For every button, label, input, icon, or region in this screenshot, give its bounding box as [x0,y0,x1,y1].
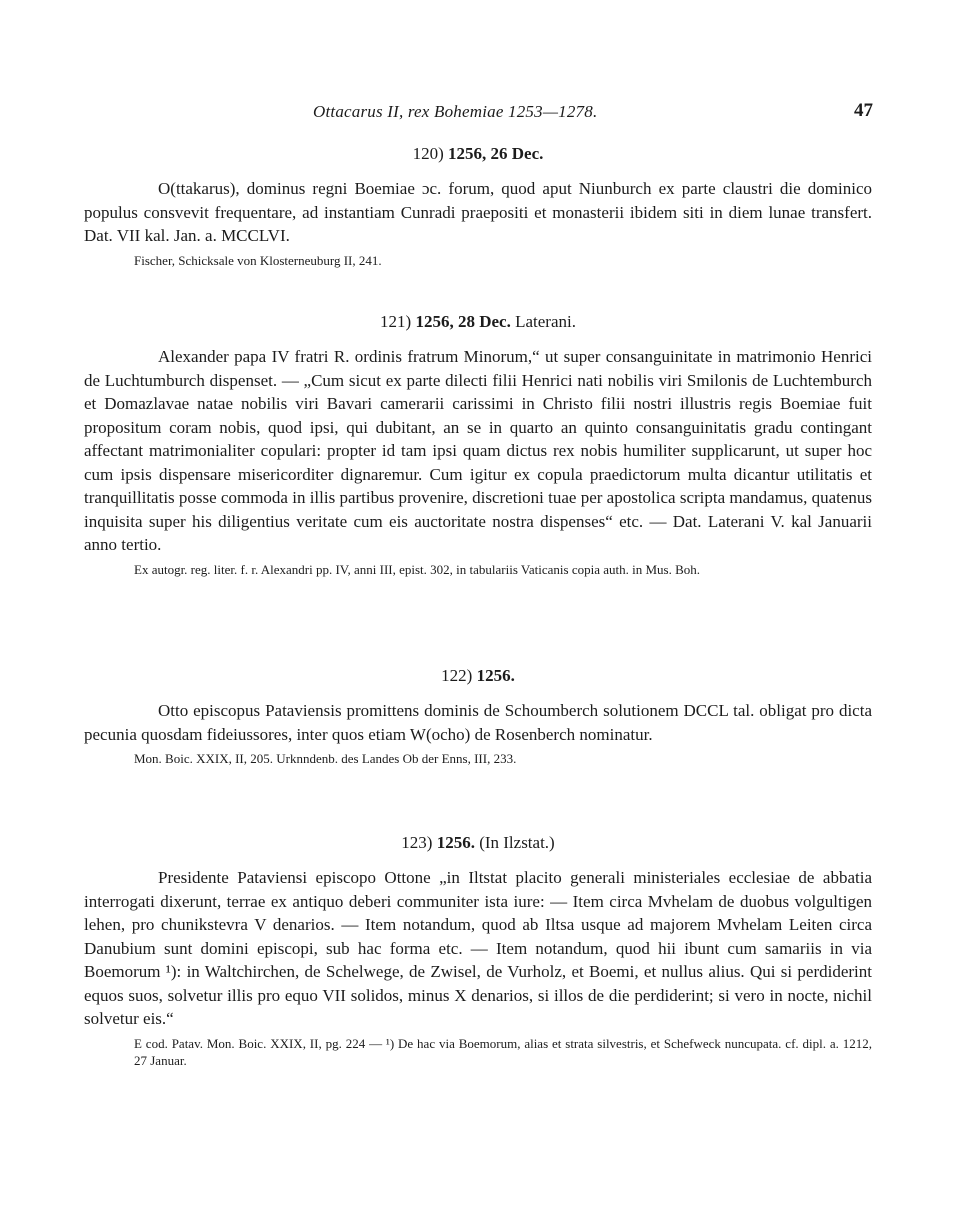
entry-120 [84,143,872,269]
entry-heading [84,311,872,333]
entry-text: O(ttakarus), dominus regni Boemiae ɔc. forum, quod aput Niunburch ex parte claustri die dominico populus consvevit frequentare, ad instantiam Cunradi praepositi et monasterii ibidem siti in diem lunae transfert. Dat. VII kal. Jan. a. MCCLVI. [84,179,872,245]
entry-number: 123) [401,833,433,852]
entry-date: 1256. [476,666,515,685]
entry-number: 120) [412,144,444,163]
page-number: 47 [854,100,873,121]
entry-date: 1256, 28 Dec. [415,312,511,331]
entry-number: 122) [441,666,473,685]
entry-heading [84,832,872,854]
entry-place: (In Ilzstat.) [479,833,555,852]
entry-122 [84,665,872,767]
entry-number: 121) [380,312,412,331]
entry-date: 1256. [436,833,475,852]
entry-text: Otto episcopus Pataviensis promittens dominis de Schoumberch solutionem DCCL tal. obligat pro dicta pecunia quosdam fideiussores, inter quos etiam W(ocho) de Rosenberch nominatur. [84,701,872,744]
entry-text: Presidente Pataviensi episcopo Ottone „in Iltstat placito generali ministeriales ecclesiae de abbatia interrogati dixerunt, terrae ex antiquo deberi communiter ista iure: — Item circa Mvhelam de duobus volgultigen lehen, pro chunikstevra V denarios. — Item notandum, quod ab Iltsa usque ad majorem Mvhelam Leiten circa Danubium sunt domini episcopi, sub hac forma etc. — Item notandum, quod hii ibunt cum samariis in via Boemorum ¹): in Waltchirchen, de Schelwege, de Zwisel, de Vurholz, et Boemi, et nullus alius. Qui si perdiderint equos suos, solvetur illis pro equo VII solidos, minus X denarios, si illos de die perdiderint; si vero in nocte, nichil solvetur eis.“ [84,868,872,1028]
entry-source: E cod. Patav. Mon. Boic. XXIX, II, pg. 224 — ¹) De hac via Boemorum, alias et strata silvestris, et Schefweck nuncupata. cf. dipl. a. 1212, 27 Januar. [134,1035,872,1068]
entry-121 [84,311,872,578]
running-head [0,100,960,126]
entry-place: Laterani. [515,312,576,331]
entry-123 [84,832,872,1069]
running-title: Ottacarus II, rex Bohemiae 1253—1278. [313,102,598,121]
entry-source: Fischer, Schicksale von Klosterneuburg II, 241. [134,252,382,268]
entry-source: Ex autogr. reg. liter. f. r. Alexandri pp. IV, anni III, epist. 302, in tabulariis Vaticanis copia auth. in Mus. Boh. [134,561,701,577]
entry-date: 1256, 26 Dec. [448,144,544,163]
entry-heading [84,665,872,687]
entry-source: Mon. Boic. XXIX, II, 205. Urknndenb. des Landes Ob der Enns, III, 233. [134,751,517,766]
entry-heading [84,143,872,165]
entry-text: Alexander papa IV fratri R. ordinis fratrum Minorum,“ ut super consanguinitate in matrimonio Henrici de Luchtumburch dispenset. — „Cum sicut ex parte dilecti filii Henrici nati nobilis viri Smilonis de Luchtemburch et Domazlavae natae nobilis viri Bavari camerarii carissimi in Christo filii nostri illustris regis Boemiae fuit propositum coram nobis, quod ipsi, qui dubitant, an se in quarto an quinto consanguinitatis gradu contingant affectant matrimonialiter copulari: propter id tam ipsi quam dictus rex nobis humiliter supplicarunt, ut super hoc cum ipsis dispensare misericorditer dignaremur. Cum igitur ex copula praedictorum multa dicantur utilitatis et tranquillitatis posse commoda in illis partibus provenire, discretioni tuae per apostolica scripta mandamus, quatenus inquisita super his diligentius veritate cum eis auctoritate nostra dispenses“ etc. — Dat. Laterani V. kal Januarii anno tertio. [84,347,872,554]
